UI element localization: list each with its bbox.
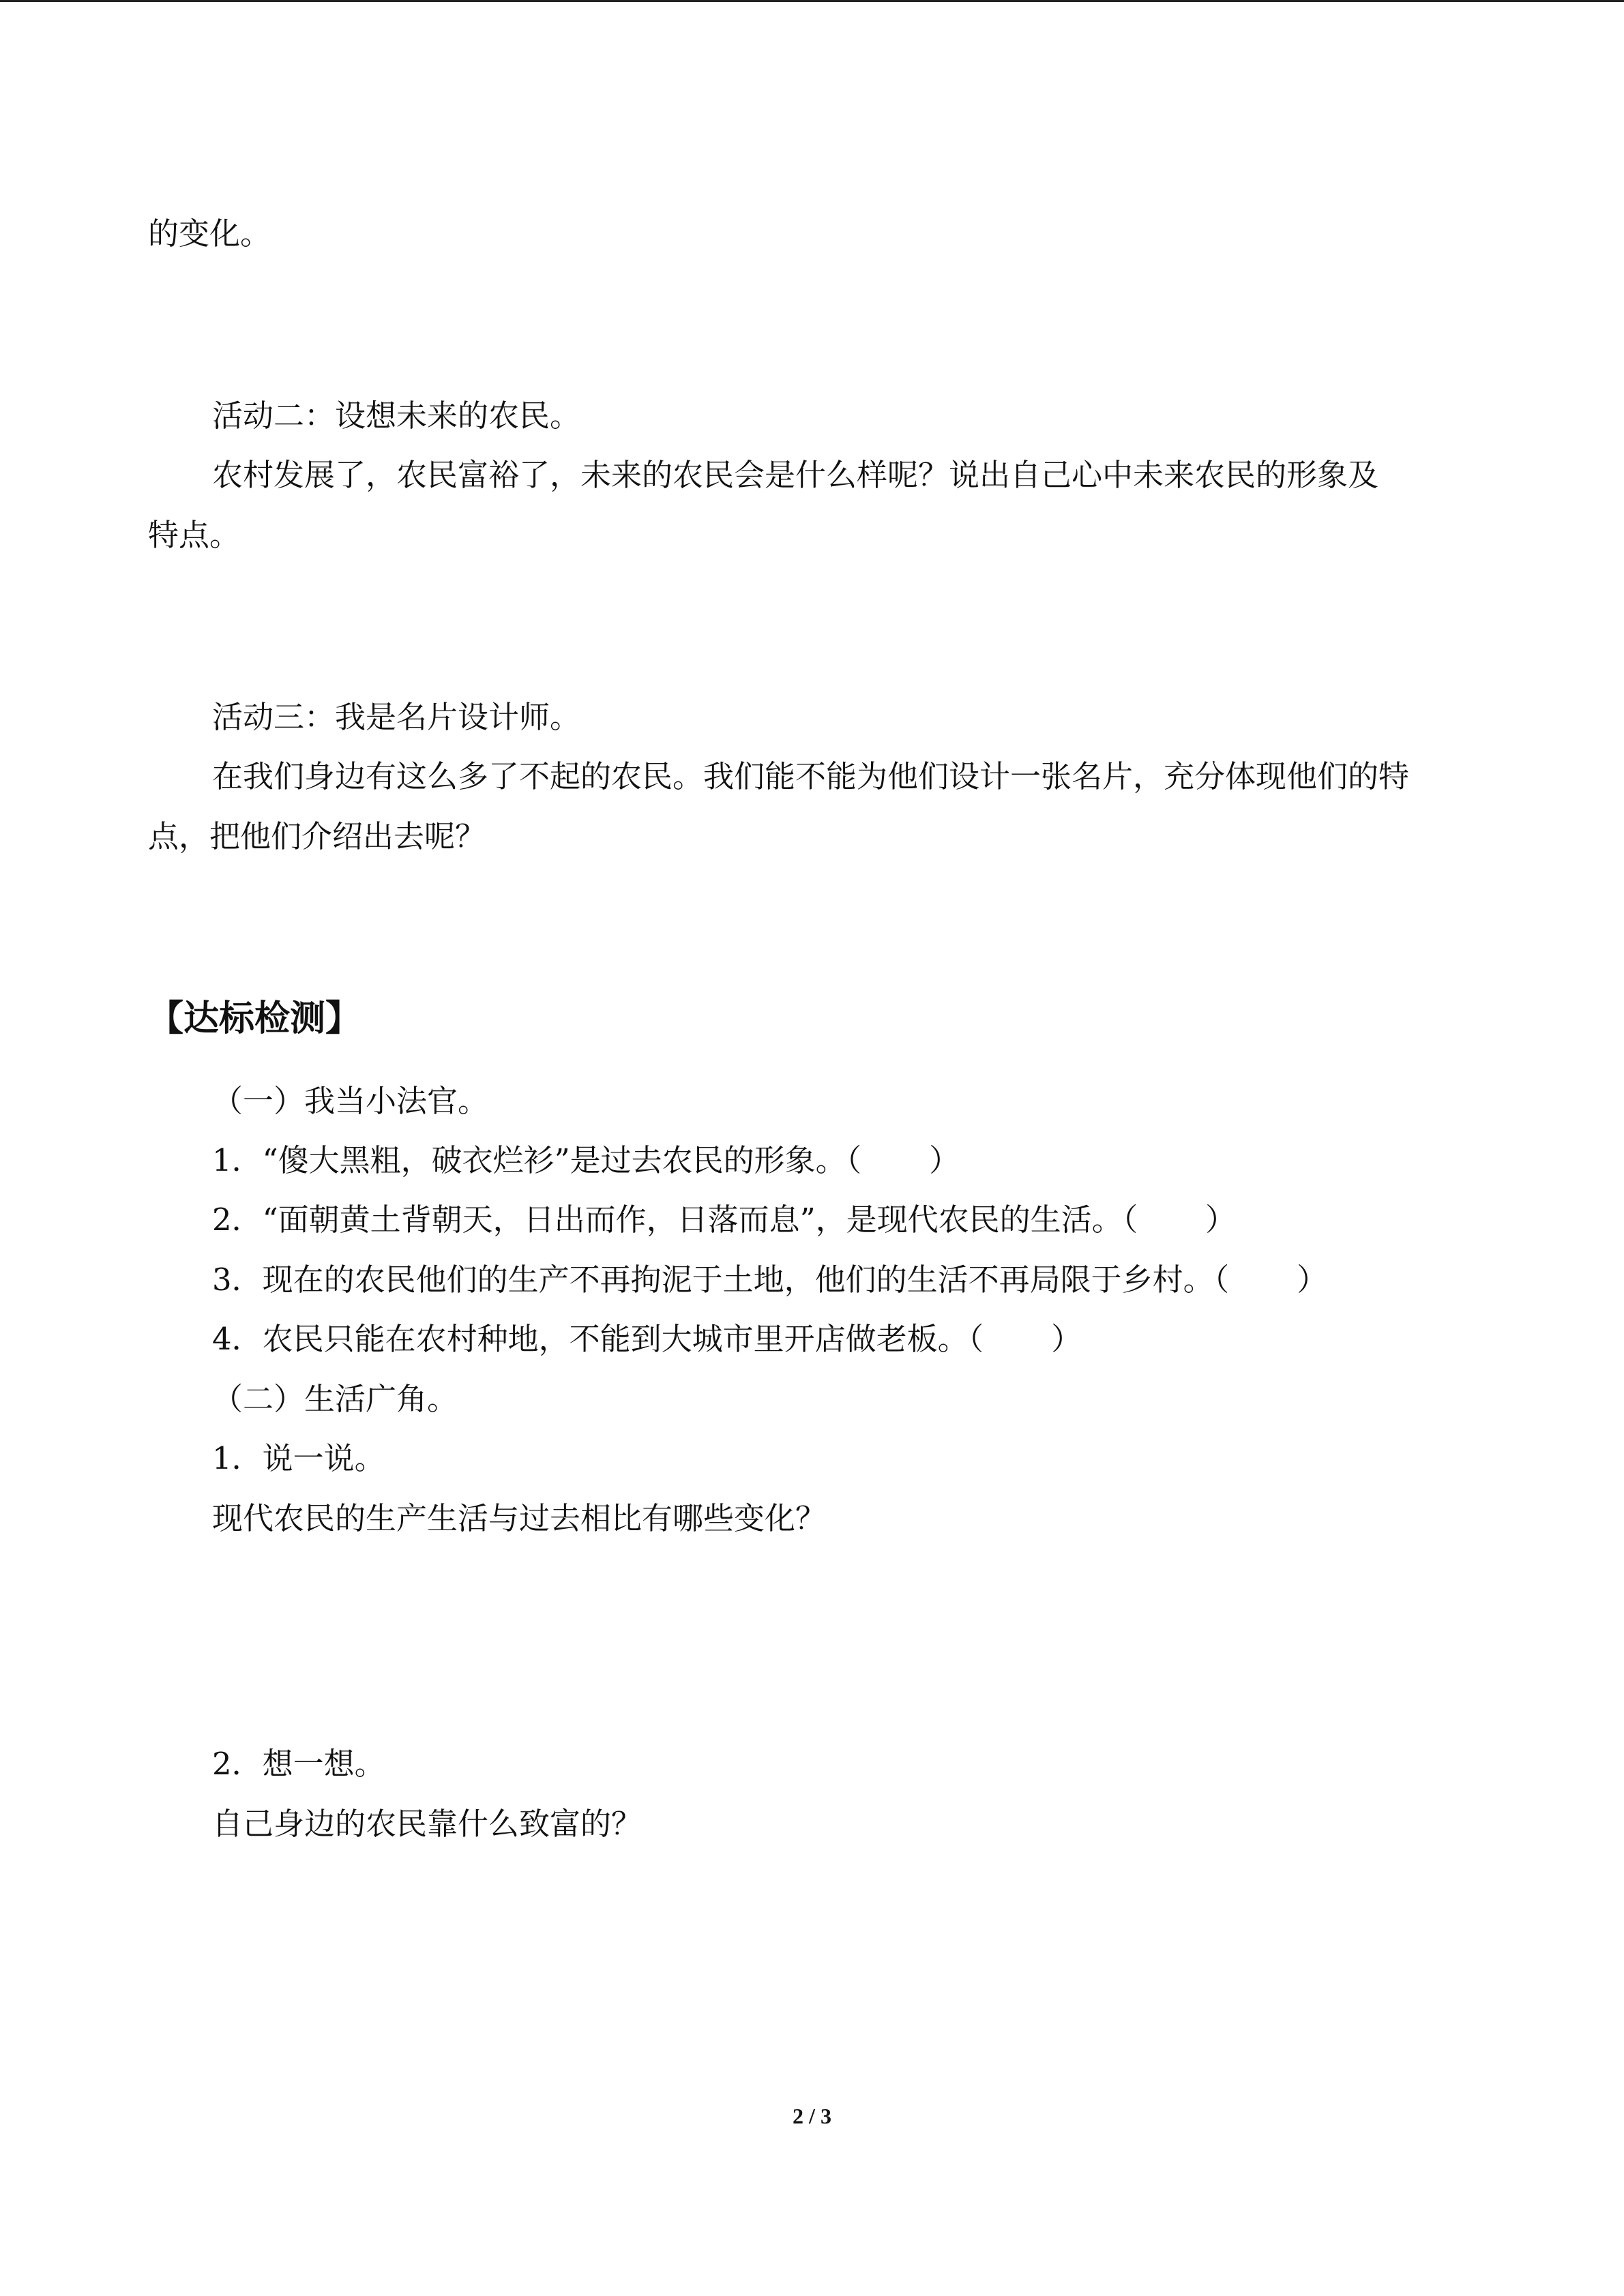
judgement-item-4-close: ） <box>1051 1321 1082 1357</box>
page-number: 2 / 3 <box>793 2104 831 2128</box>
judgement-item-2-close: ） <box>1205 1202 1237 1238</box>
judgement-item-2 <box>212 1199 1236 1240</box>
judgement-item-2-text: 2．“面朝黄土背朝天，日出而作，日落而息”，是现代农民的生活。（ <box>212 1202 1138 1238</box>
activity2-body-line1: 农村发展了，农民富裕了，未来的农民会是什么样呢？说出自己心中未来农民的形象及 <box>212 457 1379 493</box>
activity3-title: 活动三：我是名片设计师。 <box>212 699 581 735</box>
judgement-item-1-close: ） <box>929 1142 960 1178</box>
part2-title: （二）生活广角。 <box>212 1381 458 1417</box>
judgement-item-3-close: ） <box>1297 1262 1328 1298</box>
part2-q1-text: 现代农民的生产生活与过去相比有哪些变化？ <box>212 1500 827 1536</box>
activity2-body-line2: 特点。 <box>148 517 241 553</box>
top-border-line <box>0 0 1624 2</box>
activity3-body-line1: 在我们身边有这么多了不起的农民。我们能不能为他们设计一张名片，充分体现他们的特 <box>212 758 1410 794</box>
activity2-title: 活动二：设想未来的农民。 <box>212 398 581 434</box>
part2-q1-label: 1．说一说。 <box>212 1440 385 1476</box>
assessment-heading: 【达标检测】 <box>148 998 361 1039</box>
activity3-body-line2: 点，把他们介绍出去呢？ <box>148 818 486 854</box>
judgement-item-1-text: 1．“傻大黑粗，破衣烂衫”是过去农民的形象。（ <box>212 1142 862 1178</box>
part1-title: （一）我当小法官。 <box>212 1083 489 1119</box>
judgement-item-4-text: 4．农民只能在农村种地，不能到大城市里开店做老板。（ <box>212 1321 984 1357</box>
judgement-item-3 <box>212 1259 1327 1300</box>
continuation-text: 的变化。 <box>148 215 271 252</box>
part2-q2-text: 自己身边的农民靠什么致富的？ <box>212 1806 643 1842</box>
judgement-item-4 <box>212 1319 1082 1360</box>
part2-q2-label: 2．想一想。 <box>212 1746 385 1782</box>
judgement-item-1 <box>212 1140 960 1181</box>
judgement-item-3-text: 3．现在的农民他们的生产不再拘泥于土地，他们的生活不再局限于乡村。（ <box>212 1262 1230 1298</box>
